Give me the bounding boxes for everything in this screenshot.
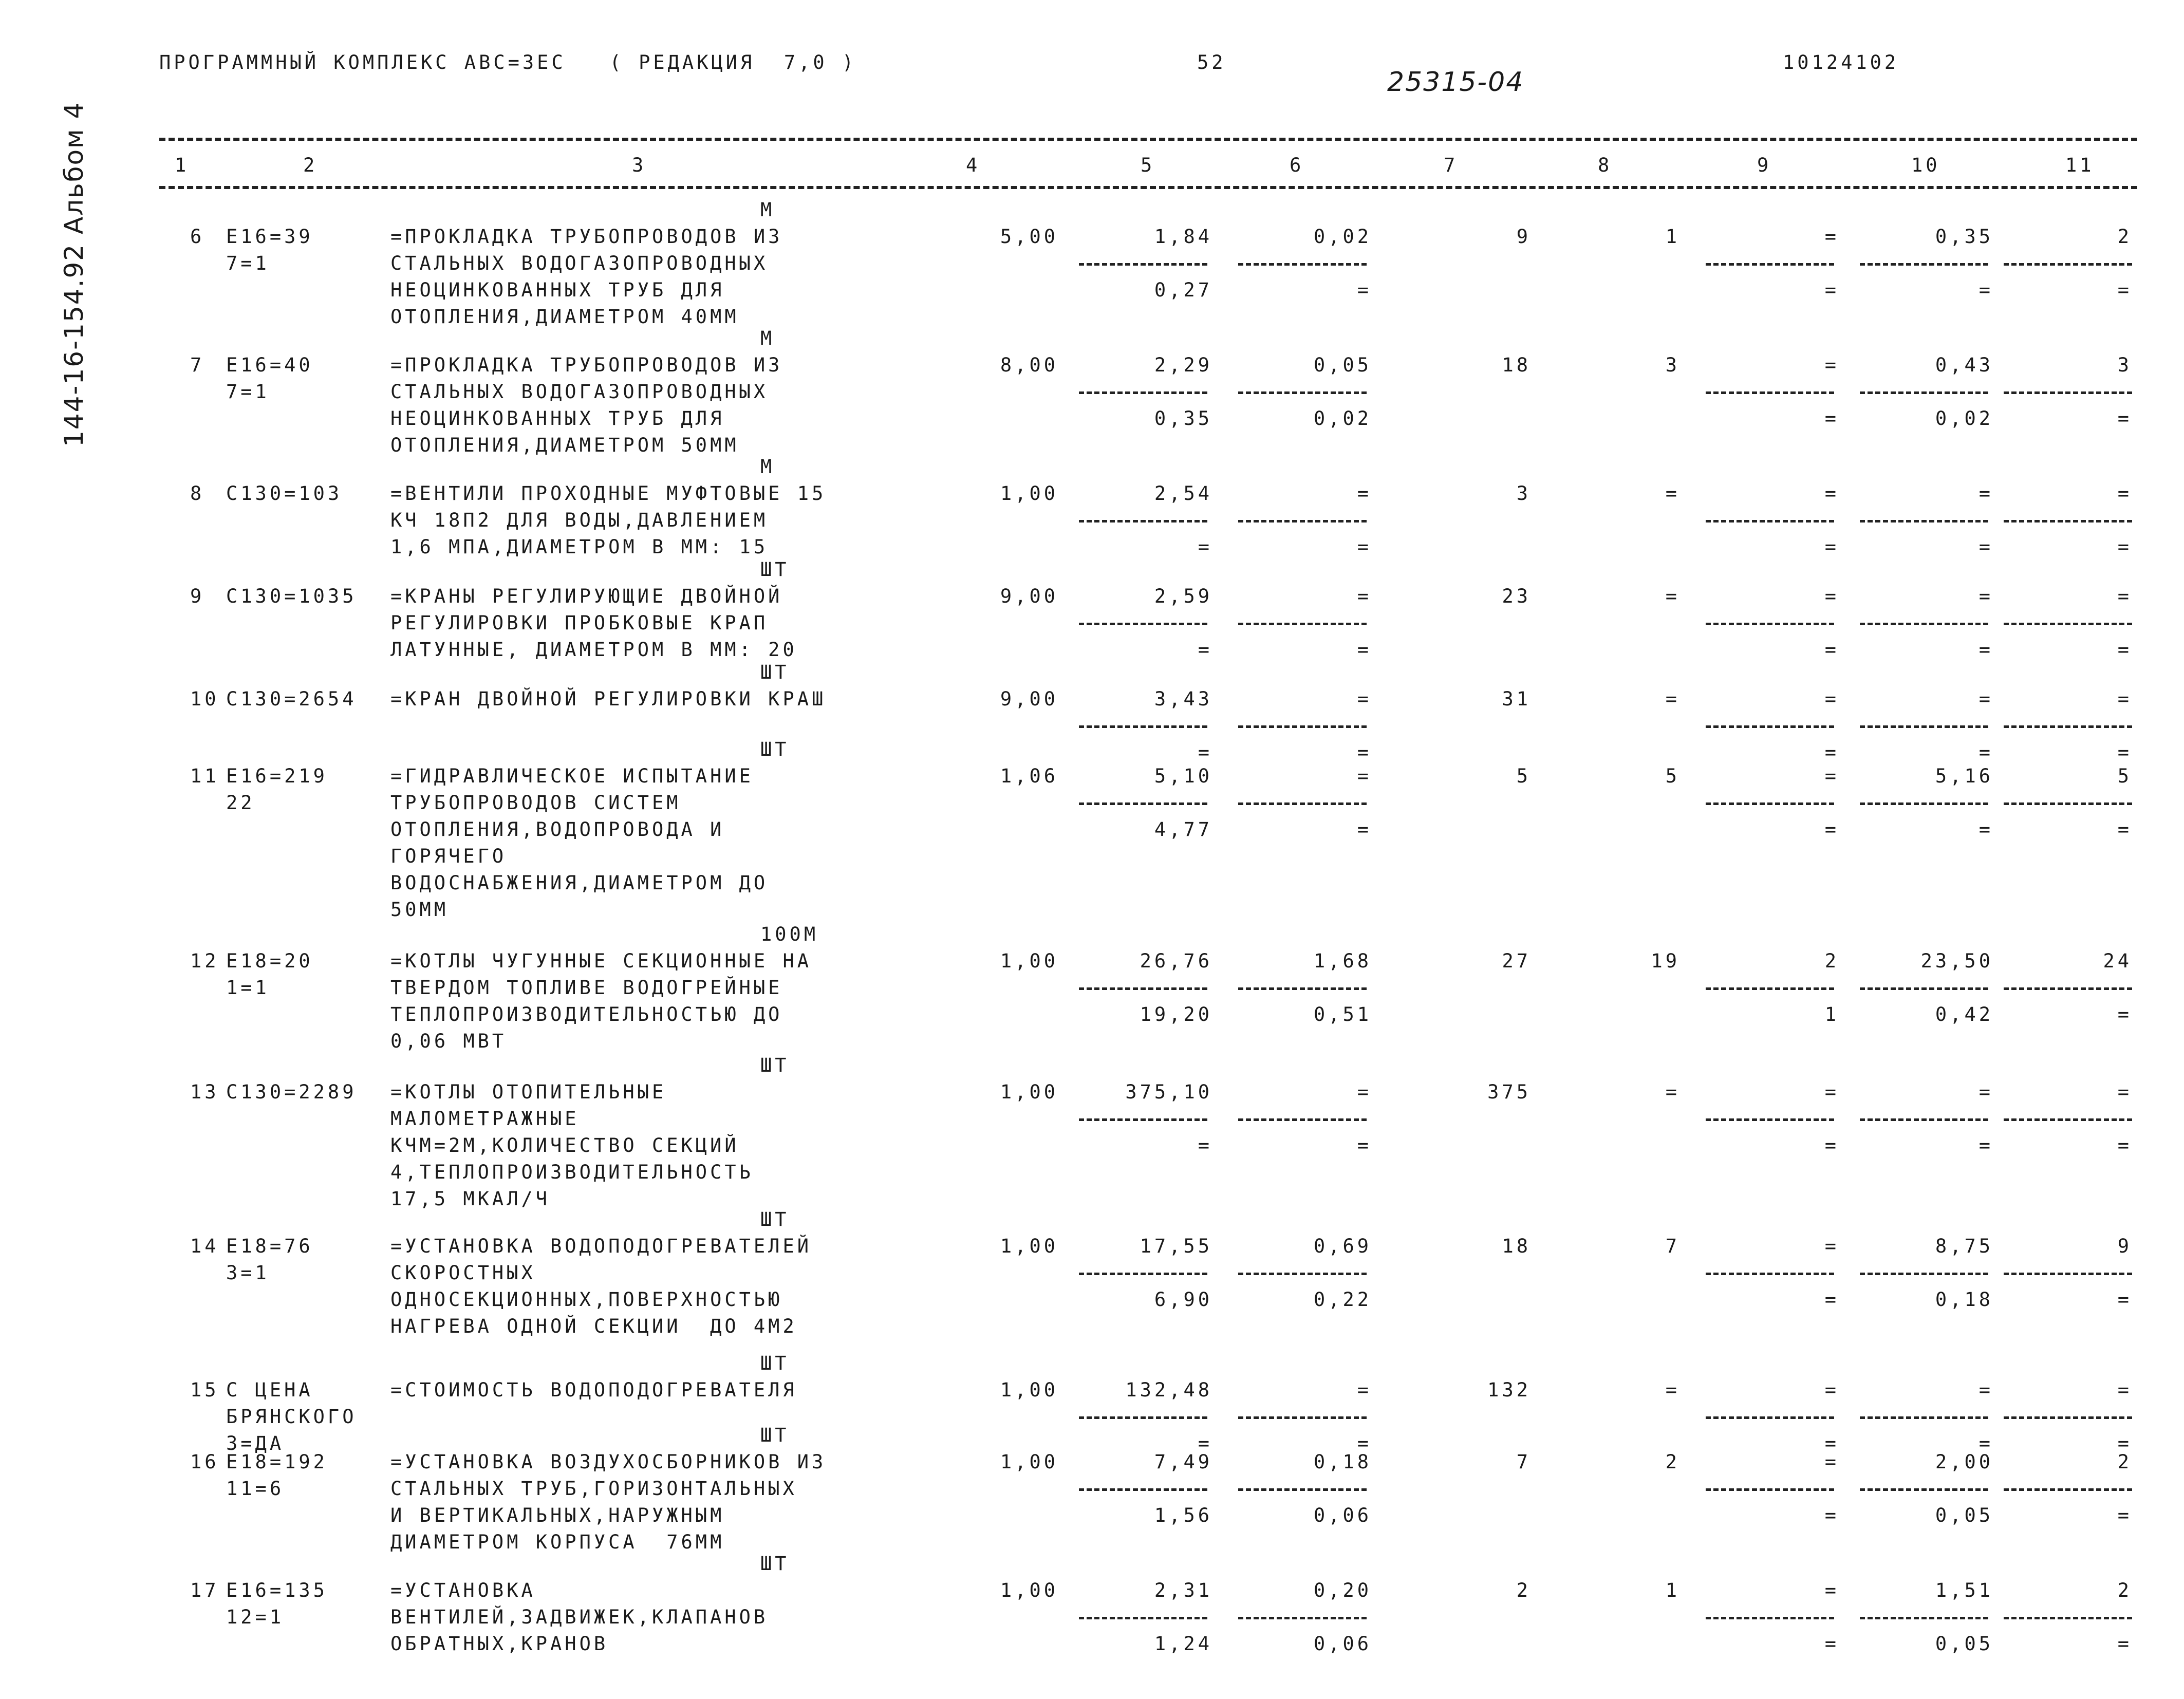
row-number: 12: [190, 950, 219, 972]
row-code: Е16=219 22: [226, 765, 328, 814]
row-description: =СТОИМОСТЬ ВОДОПОДОГРЕВАТЕЛЯ: [390, 1379, 797, 1401]
row-col9-lower: =: [1824, 1504, 1839, 1526]
row-sep-col11: [2004, 250, 2132, 277]
row-col6: 0,05: [1313, 354, 1372, 376]
row-sep-col9: [1706, 1260, 1834, 1286]
row-sep-col9: [1706, 610, 1834, 637]
row-sep-col10: [1860, 1404, 1988, 1430]
row-sep-col9: [1706, 250, 1834, 277]
row-col8: =: [1665, 585, 1680, 607]
row-col6: 0,69: [1313, 1235, 1372, 1257]
column-header-2: 2: [303, 154, 318, 176]
row-col5-lower: =: [1198, 1432, 1212, 1454]
row-code: С130=1035: [226, 585, 357, 607]
row-col9-lower: =: [1824, 741, 1839, 763]
row-description: =КОТЛЫ ОТОПИТЕЛЬНЫЕ МАЛОМЕТРАЖНЫЕ КЧМ=2М,КОЛИЧЕСТВО СЕКЦИЙ 4,ТЕПЛОПРОИЗВОДИТЕЛЬНОСТЬ 17,5 МКАЛ/Ч: [390, 1081, 754, 1210]
row-quantity: 1,00: [1000, 1579, 1058, 1601]
row-number: 9: [190, 585, 205, 607]
row-sep-col6: [1238, 1604, 1367, 1631]
row-unit: М: [760, 199, 775, 221]
row-col8: 19: [1651, 950, 1680, 972]
row-description: =ВЕНТИЛИ ПРОХОДНЫЕ МУФТОВЫЕ 15 КЧ 18П2 ДЛЯ ВОДЫ,ДАВЛЕНИЕМ 1,6 МПА,ДИАМЕТРОМ В ММ: 15: [390, 482, 827, 558]
row-sep-col10: [1860, 610, 1988, 637]
column-header-9: 9: [1757, 154, 1772, 176]
row-unit: М: [760, 327, 775, 349]
row-unit: ШТ: [760, 1054, 790, 1076]
row-quantity: 1,00: [1000, 1081, 1058, 1103]
row-description: =ПРОКЛАДКА ТРУБОПРОВОДОВ ИЗ СТАЛЬНЫХ ВОДОГАЗОПРОВОДНЫХ НЕОЦИНКОВАННЫХ ТРУБ ДЛЯ ОТОПЛЕНИЯ,ДИАМЕТРОМ 40ММ: [390, 226, 783, 328]
row-sep-col6: [1238, 790, 1367, 816]
row-sep-col6: [1238, 1106, 1367, 1132]
column-header-8: 8: [1598, 154, 1613, 176]
row-code: Е16=135 12=1: [226, 1579, 328, 1628]
row-col11-lower: =: [2117, 639, 2132, 661]
row-col6-lower: 0,22: [1313, 1289, 1372, 1311]
row-description: =УСТАНОВКА ВОДОПОДОГРЕВАТЕЛЕЙ СКОРОСТНЫХ ОДНОСЕКЦИОННЫХ,ПОВЕРХНОСТЬЮ НАГРЕВА ОДНОЙ СЕКЦИИ ДО 4М2: [390, 1235, 812, 1337]
row-unit: 100М: [760, 923, 819, 945]
row-col5: 2,29: [1154, 354, 1212, 376]
row-sep-col10: [1860, 1476, 1988, 1502]
row-col5: 2,54: [1154, 482, 1212, 505]
row-col6: 0,18: [1313, 1451, 1372, 1473]
row-col7: 9: [1516, 226, 1531, 248]
row-unit: ШТ: [760, 661, 790, 683]
column-header-6: 6: [1290, 154, 1304, 176]
row-col11-lower: =: [2117, 279, 2132, 301]
row-col8: =: [1665, 688, 1680, 710]
row-col6-lower: 0,51: [1313, 1003, 1372, 1025]
row-sep-col11: [2004, 975, 2132, 1001]
row-number: 14: [190, 1235, 219, 1257]
row-col7: 7: [1516, 1451, 1531, 1473]
row-sep-col6: [1238, 1260, 1367, 1286]
row-col9-lower: =: [1824, 639, 1839, 661]
row-col6: =: [1357, 1379, 1372, 1401]
row-col11: 24: [2103, 950, 2132, 972]
handwritten-number: 25315-04: [1387, 67, 1524, 98]
row-col6-lower: =: [1357, 818, 1372, 841]
row-sep-col5: [1079, 1106, 1207, 1132]
row-sep-col11: [2004, 1106, 2132, 1132]
row-sep-col5: [1079, 610, 1207, 637]
row-col10: =: [1978, 1081, 1993, 1103]
row-col7: 375: [1487, 1081, 1531, 1103]
row-col10-lower: =: [1978, 279, 1993, 301]
row-number: 17: [190, 1579, 219, 1601]
row-number: 6: [190, 226, 205, 248]
row-number: 7: [190, 354, 205, 376]
row-col10-lower: =: [1978, 818, 1993, 841]
row-col8: =: [1665, 482, 1680, 505]
side-note: 144-16-154.92 Альбом 4: [59, 101, 89, 447]
row-col7: 18: [1502, 1235, 1531, 1257]
row-number: 11: [190, 765, 219, 787]
row-col7: 18: [1502, 354, 1531, 376]
row-sep-col11: [2004, 790, 2132, 816]
row-code: С130=103: [226, 482, 343, 505]
row-col10: =: [1978, 1379, 1993, 1401]
row-col5: 7,49: [1154, 1451, 1212, 1473]
row-col11: 9: [2117, 1235, 2132, 1257]
row-col7: 5: [1516, 765, 1531, 787]
row-sep-col5: [1079, 1604, 1207, 1631]
row-description: =КОТЛЫ ЧУГУННЫЕ СЕКЦИОННЫЕ НА ТВЕРДОМ ТОПЛИВЕ ВОДОГРЕЙНЫЕ ТЕПЛОПРОИЗВОДИТЕЛЬНОСТЬЮ ДО 0,06 МВТ: [390, 950, 812, 1052]
row-col5: 2,59: [1154, 585, 1212, 607]
row-sep-col5: [1079, 1404, 1207, 1430]
row-col10-lower: =: [1978, 741, 1993, 763]
row-col8: =: [1665, 1379, 1680, 1401]
row-col10: 5,16: [1935, 765, 1993, 787]
row-sep-col9: [1706, 1476, 1834, 1502]
row-unit: ШТ: [760, 1208, 790, 1230]
row-col6: =: [1357, 688, 1372, 710]
row-quantity: 1,00: [1000, 1379, 1058, 1401]
row-col9: =: [1824, 688, 1839, 710]
row-col6: 1,68: [1313, 950, 1372, 972]
row-col9: =: [1824, 482, 1839, 505]
row-quantity: 1,00: [1000, 1235, 1058, 1257]
row-col11: 3: [2117, 354, 2132, 376]
row-col5: 17,55: [1140, 1235, 1212, 1257]
row-col5: 132,48: [1125, 1379, 1212, 1401]
row-col10: =: [1978, 585, 1993, 607]
row-unit: ШТ: [760, 738, 790, 760]
row-unit: ШТ: [760, 1424, 790, 1446]
row-col11-lower: =: [2117, 818, 2132, 841]
row-sep-col10: [1860, 713, 1988, 739]
row-number: 13: [190, 1081, 219, 1103]
row-sep-col9: [1706, 1106, 1834, 1132]
row-col6: =: [1357, 765, 1372, 787]
row-col8: 2: [1665, 1451, 1680, 1473]
row-sep-col5: [1079, 507, 1207, 534]
row-col8: 1: [1665, 226, 1680, 248]
row-description: =КРАН ДВОЙНОЙ РЕГУЛИРОВКИ КРАШ: [390, 688, 827, 710]
row-col6-lower: =: [1357, 1134, 1372, 1156]
row-code: С130=2289: [226, 1081, 357, 1103]
row-sep-col9: [1706, 379, 1834, 405]
row-col6: 0,20: [1313, 1579, 1372, 1601]
row-col10: 0,43: [1935, 354, 1993, 376]
row-code: Е18=20 1=1: [226, 950, 313, 999]
row-col7: 2: [1516, 1579, 1531, 1601]
row-col9: =: [1824, 585, 1839, 607]
row-sep-col6: [1238, 713, 1367, 739]
row-col9-lower: =: [1824, 818, 1839, 841]
row-col6-lower: 0,06: [1313, 1633, 1372, 1655]
row-col9: =: [1824, 1451, 1839, 1473]
row-col9-lower: =: [1824, 536, 1839, 558]
row-description: =ПРОКЛАДКА ТРУБОПРОВОДОВ ИЗ СТАЛЬНЫХ ВОДОГАЗОПРОВОДНЫХ НЕОЦИНКОВАННЫХ ТРУБ ДЛЯ ОТОПЛЕНИЯ,ДИАМЕТРОМ 50ММ: [390, 354, 783, 456]
column-header-7: 7: [1444, 154, 1459, 176]
row-col11: 5: [2117, 765, 2132, 787]
row-code: Е16=40 7=1: [226, 354, 313, 403]
row-sep-col5: [1079, 1260, 1207, 1286]
row-description: =КРАНЫ РЕГУЛИРУЮЩИЕ ДВОЙНОЙ РЕГУЛИРОВКИ ПРОБКОВЫЕ КРАП ЛАТУННЫЕ, ДИАМЕТРОМ В ММ: 20: [390, 585, 797, 661]
row-col6-lower: =: [1357, 1432, 1372, 1454]
row-col6-lower: =: [1357, 279, 1372, 301]
row-sep-col11: [2004, 1476, 2132, 1502]
row-col6-lower: 0,06: [1313, 1504, 1372, 1526]
row-col9: =: [1824, 226, 1839, 248]
row-number: 10: [190, 688, 219, 710]
row-col10: 0,35: [1935, 226, 1993, 248]
row-quantity: 1,00: [1000, 950, 1058, 972]
row-col6: =: [1357, 482, 1372, 505]
row-col5-lower: 4,77: [1154, 818, 1212, 841]
row-col5-lower: =: [1198, 1134, 1212, 1156]
row-col10-lower: 0,05: [1935, 1633, 1993, 1655]
row-sep-col10: [1860, 1106, 1988, 1132]
row-sep-col9: [1706, 1604, 1834, 1631]
row-col10-lower: =: [1978, 1432, 1993, 1454]
row-col11-lower: =: [2117, 1289, 2132, 1311]
row-sep-col6: [1238, 379, 1367, 405]
row-sep-col6: [1238, 1404, 1367, 1430]
row-col5-lower: 19,20: [1140, 1003, 1212, 1025]
row-col10: 23,50: [1920, 950, 1993, 972]
page-number: 52: [1197, 51, 1226, 73]
row-sep-col10: [1860, 1260, 1988, 1286]
row-col9-lower: =: [1824, 407, 1839, 430]
row-col6-lower: =: [1357, 536, 1372, 558]
row-sep-col11: [2004, 1404, 2132, 1430]
row-sep-col11: [2004, 1260, 2132, 1286]
column-header-11: 11: [2065, 154, 2095, 176]
column-header-10: 10: [1911, 154, 1940, 176]
row-col6-lower: =: [1357, 741, 1372, 763]
row-col6: =: [1357, 585, 1372, 607]
row-sep-col11: [2004, 713, 2132, 739]
row-col10-lower: 0,02: [1935, 407, 1993, 430]
row-sep-col5: [1079, 1476, 1207, 1502]
row-col10-lower: 0,18: [1935, 1289, 1993, 1311]
row-col9-lower: =: [1824, 1134, 1839, 1156]
row-col5-lower: =: [1198, 536, 1212, 558]
row-quantity: 1,06: [1000, 765, 1058, 787]
row-col7: 31: [1502, 688, 1531, 710]
row-unit: М: [760, 456, 775, 478]
row-sep-col6: [1238, 975, 1367, 1001]
row-col9: 2: [1824, 950, 1839, 972]
row-sep-col10: [1860, 507, 1988, 534]
row-sep-col11: [2004, 507, 2132, 534]
row-sep-col10: [1860, 250, 1988, 277]
row-col9-lower: =: [1824, 1289, 1839, 1311]
row-col5: 26,76: [1140, 950, 1212, 972]
program-title: ПРОГРАММНЫЙ КОМПЛЕКС АВС=3ЕС ( РЕДАКЦИЯ 7,0 ): [159, 51, 857, 73]
row-col8: 1: [1665, 1579, 1680, 1601]
row-sep-col10: [1860, 379, 1988, 405]
row-col5-lower: =: [1198, 741, 1212, 763]
row-col9-lower: =: [1824, 279, 1839, 301]
row-col10-lower: =: [1978, 536, 1993, 558]
row-quantity: 9,00: [1000, 585, 1058, 607]
row-col11-lower: =: [2117, 1504, 2132, 1526]
row-col11: 2: [2117, 1579, 2132, 1601]
row-col9: =: [1824, 1579, 1839, 1601]
row-sep-col6: [1238, 507, 1367, 534]
row-unit: ШТ: [760, 558, 790, 581]
row-col9: =: [1824, 1235, 1839, 1257]
row-code: Е18=76 3=1: [226, 1235, 313, 1284]
row-col11-lower: =: [2117, 1003, 2132, 1025]
row-col11: 2: [2117, 226, 2132, 248]
row-col11-lower: =: [2117, 536, 2132, 558]
row-col11: 2: [2117, 1451, 2132, 1473]
row-col9: =: [1824, 1081, 1839, 1103]
row-number: 16: [190, 1451, 219, 1473]
row-sep-col11: [2004, 1604, 2132, 1631]
row-col9: =: [1824, 1379, 1839, 1401]
row-quantity: 9,00: [1000, 688, 1058, 710]
row-sep-col9: [1706, 1404, 1834, 1430]
row-col11-lower: =: [2117, 407, 2132, 430]
row-number: 15: [190, 1379, 219, 1401]
row-sep-col5: [1079, 790, 1207, 816]
column-header-3: 3: [632, 154, 647, 176]
row-col11-lower: =: [2117, 1633, 2132, 1655]
row-col10: =: [1978, 688, 1993, 710]
row-col11: =: [2117, 482, 2132, 505]
row-col11-lower: =: [2117, 1432, 2132, 1454]
row-sep-col10: [1860, 975, 1988, 1001]
row-col11: =: [2117, 1379, 2132, 1401]
row-col5-lower: 1,56: [1154, 1504, 1212, 1526]
row-sep-col6: [1238, 250, 1367, 277]
row-col5: 2,31: [1154, 1579, 1212, 1601]
row-col9: =: [1824, 765, 1839, 787]
row-sep-col11: [2004, 610, 2132, 637]
header-dashed-line: [159, 186, 2137, 189]
row-col5-lower: =: [1198, 639, 1212, 661]
row-sep-col9: [1706, 713, 1834, 739]
row-col11: =: [2117, 1081, 2132, 1103]
row-number: 8: [190, 482, 205, 505]
row-sep-col10: [1860, 790, 1988, 816]
row-col7: 23: [1502, 585, 1531, 607]
row-col5-lower: 6,90: [1154, 1289, 1212, 1311]
row-quantity: 8,00: [1000, 354, 1058, 376]
column-header-5: 5: [1141, 154, 1155, 176]
row-col10: 2,00: [1935, 1451, 1993, 1473]
row-col5: 3,43: [1154, 688, 1212, 710]
column-header-1: 1: [175, 154, 190, 176]
row-col8: 3: [1665, 354, 1680, 376]
row-col6: 0,02: [1313, 226, 1372, 248]
row-quantity: 1,00: [1000, 482, 1058, 505]
row-col10-lower: 0,42: [1935, 1003, 1993, 1025]
row-col7: 3: [1516, 482, 1531, 505]
row-col7: 132: [1487, 1379, 1531, 1401]
row-sep-col11: [2004, 379, 2132, 405]
row-col10-lower: 0,05: [1935, 1504, 1993, 1526]
row-code: С130=2654: [226, 688, 357, 710]
row-col6: =: [1357, 1081, 1372, 1103]
row-code: С ЦЕНА БРЯНСКОГО 3=ДА: [226, 1379, 357, 1454]
row-col8: =: [1665, 1081, 1680, 1103]
doc-code: 10124102: [1783, 51, 1899, 73]
row-sep-col9: [1706, 790, 1834, 816]
row-code: Е18=192 11=6: [226, 1451, 328, 1500]
row-col5: 1,84: [1154, 226, 1212, 248]
row-col11: =: [2117, 585, 2132, 607]
top-dashed-line: [159, 138, 2137, 141]
row-code: Е16=39 7=1: [226, 226, 313, 274]
row-col5-lower: 0,27: [1154, 279, 1212, 301]
row-col11: =: [2117, 688, 2132, 710]
row-col11-lower: =: [2117, 1134, 2132, 1156]
row-col9-lower: 1: [1824, 1003, 1839, 1025]
row-description: =ГИДРАВЛИЧЕСКОЕ ИСПЫТАНИЕ ТРУБОПРОВОДОВ СИСТЕМ ОТОПЛЕНИЯ,ВОДОПРОВОДА И ГОРЯЧЕГО ВОДОСНАБЖЕНИЯ,ДИАМЕТРОМ ДО 50ММ: [390, 765, 769, 921]
row-col10-lower: =: [1978, 1134, 1993, 1156]
row-description: =УСТАНОВКА ВОЗДУХОСБОРНИКОВ ИЗ СТАЛЬНЫХ ТРУБ,ГОРИЗОНТАЛЬНЫХ И ВЕРТИКАЛЬНЫХ,НАРУЖНЫМ ДИАМЕТРОМ КОРПУСА 76ММ: [390, 1451, 827, 1553]
row-unit: ШТ: [760, 1352, 790, 1374]
row-col6-lower: =: [1357, 639, 1372, 661]
column-header-4: 4: [966, 154, 981, 176]
row-col9-lower: =: [1824, 1432, 1839, 1454]
row-sep-col6: [1238, 1476, 1367, 1502]
row-sep-col6: [1238, 610, 1367, 637]
row-col5: 5,10: [1154, 765, 1212, 787]
row-col6-lower: 0,02: [1313, 407, 1372, 430]
row-col10: =: [1978, 482, 1993, 505]
row-quantity: 1,00: [1000, 1451, 1058, 1473]
row-sep-col10: [1860, 1604, 1988, 1631]
row-unit: ШТ: [760, 1553, 790, 1575]
row-col5: 375,10: [1125, 1081, 1212, 1103]
row-sep-col5: [1079, 250, 1207, 277]
row-col9: =: [1824, 354, 1839, 376]
row-col8: 7: [1665, 1235, 1680, 1257]
row-col11-lower: =: [2117, 741, 2132, 763]
row-col10-lower: =: [1978, 639, 1993, 661]
row-sep-col9: [1706, 975, 1834, 1001]
row-col9-lower: =: [1824, 1633, 1839, 1655]
row-col10: 8,75: [1935, 1235, 1993, 1257]
row-col5-lower: 1,24: [1154, 1633, 1212, 1655]
row-col10: 1,51: [1935, 1579, 1993, 1601]
row-col8: 5: [1665, 765, 1680, 787]
row-col5-lower: 0,35: [1154, 407, 1212, 430]
row-sep-col5: [1079, 975, 1207, 1001]
row-col7: 27: [1502, 950, 1531, 972]
row-description: =УСТАНОВКА ВЕНТИЛЕЙ,ЗАДВИЖЕК,КЛАПАНОВ ОБРАТНЫХ,КРАНОВ: [390, 1579, 769, 1655]
row-sep-col5: [1079, 713, 1207, 739]
row-sep-col9: [1706, 507, 1834, 534]
row-sep-col5: [1079, 379, 1207, 405]
row-quantity: 5,00: [1000, 226, 1058, 248]
